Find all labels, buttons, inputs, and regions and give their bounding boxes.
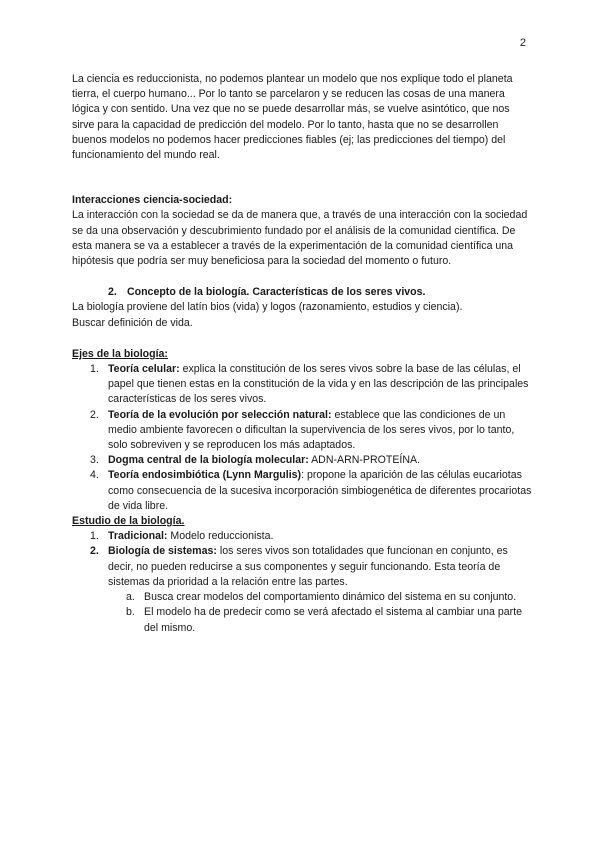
intro-paragraph: La ciencia es reduccionista, no podemos plantear un modelo que nos explique todo el planeta tierra, el cuerpo humano... Por lo tanto se parcelaron y se reducen las cosas de una manera lógica y con sentido. Una vez que no se puede desarrollar más, se vuelve asintótico, que nos sirve para la capacidad de predicción del modelo. Por lo tanto, hasta que no se desarrollen buenos modelos no podemos hacer predicciones fiables (ej; las predicciones del tiempo) del funcionamiento del mundo real. bbox=[72, 73, 513, 162]
ejes-section bbox=[72, 347, 532, 514]
estudio-section bbox=[72, 514, 532, 636]
sistemas-subitem-text: Busca crear modelos del comportamiento dinámico del sistema en su conjunto. bbox=[144, 591, 517, 604]
list-marker: 3. bbox=[90, 454, 99, 467]
section-2-title-text: Concepto de la biología. Características de los seres vivos. bbox=[126, 286, 426, 299]
ejes-list-item bbox=[72, 453, 532, 468]
sistemas-sublist-item bbox=[72, 605, 532, 635]
ejes-item-text: : propone la aparición de las células eucariotas como consecuencia de la sucesiva incorporación simbiogenética de diferentes procariotas de vida libre. bbox=[108, 469, 532, 512]
document-body bbox=[72, 72, 532, 636]
sistemas-sublist bbox=[72, 590, 532, 636]
ejes-item-text: explica la constitución de los seres vivos sobre la base de las células, el papel que tienen estas en la constitución de la vida y en las descripción de las principales características de los seres vivos. bbox=[108, 363, 529, 406]
concepto-line-2: Buscar definición de vida. bbox=[72, 316, 193, 329]
section-2-title bbox=[72, 285, 532, 300]
list-marker: 2. bbox=[90, 545, 99, 558]
estudio-item-text: los seres vivos son totalidades que funcionan en conjunto, es decir, no pueden reducirse a sus componentes y seguir funcionando. Esta teoría de sistemas da prioridad a la relación entre las partes. bbox=[108, 545, 508, 588]
ejes-list-item bbox=[72, 362, 532, 408]
ejes-item-term: Teoría de la evolución por selección natural: bbox=[108, 408, 332, 421]
ejes-item-term: Teoría celular: bbox=[108, 363, 180, 376]
ejes-list-item bbox=[72, 408, 532, 454]
sublist-marker: b. bbox=[126, 606, 135, 619]
list-marker: 1. bbox=[90, 530, 99, 543]
ejes-heading: Ejes de la biología: bbox=[72, 347, 168, 360]
estudio-item-term: Tradicional: bbox=[108, 530, 168, 543]
estudio-list bbox=[72, 529, 532, 635]
list-marker: 1. bbox=[90, 363, 99, 376]
ejes-item-text: ADN-ARN-PROTEÍNA. bbox=[308, 454, 420, 467]
interacciones-heading: Interacciones ciencia-sociedad: bbox=[72, 194, 233, 207]
estudio-list-item bbox=[72, 544, 532, 635]
interacciones-section bbox=[72, 193, 532, 269]
ejes-item-term: Teoría endosimbiótica (Lynn Margulis) bbox=[108, 469, 302, 482]
sistemas-sublist-item bbox=[72, 590, 532, 605]
estudio-item-term: Biología de sistemas: bbox=[108, 545, 217, 558]
estudio-list-item bbox=[72, 529, 532, 544]
concepto-section bbox=[72, 285, 532, 331]
interacciones-paragraph: La interacción con la sociedad se da de manera que, a través de una interacción con la sociedad se da una observación y descubrimiento fundado por el análisis de la comunidad científica. De esta manera se va a establecer a través de la experimentación de la comunidad científica una hipótesis que podría ser muy beneficiosa para la sociedad del momento o futuro. bbox=[72, 209, 528, 268]
ejes-item-text: establece que las condiciones de un medio ambiente favorecen o dificultan la supervivencia de los seres vivos, por lo tanto, solo sobreviven y se reproducen los más adaptados. bbox=[108, 408, 515, 452]
list-marker: 4. bbox=[90, 469, 99, 482]
concepto-line-1: La biología proviene del latín bios (vida) y logos (razonamiento, estudios y ciencia). bbox=[72, 301, 463, 314]
estudio-item-text: Modelo reduccionista. bbox=[167, 530, 274, 543]
sistemas-subitem-text: El modelo ha de predecir como se verá afectado el sistema al cambiar una parte del mismo. bbox=[144, 606, 523, 634]
section-2-number: 2. bbox=[108, 286, 117, 299]
ejes-list-item bbox=[72, 468, 532, 514]
ejes-item-term: Dogma central de la biología molecular: bbox=[108, 454, 309, 467]
page-number: 2 bbox=[519, 37, 526, 49]
ejes-list bbox=[72, 362, 532, 514]
estudio-heading: Estudio de la biología. bbox=[72, 515, 185, 528]
list-marker: 2. bbox=[90, 408, 99, 421]
sublist-marker: a. bbox=[126, 591, 135, 604]
